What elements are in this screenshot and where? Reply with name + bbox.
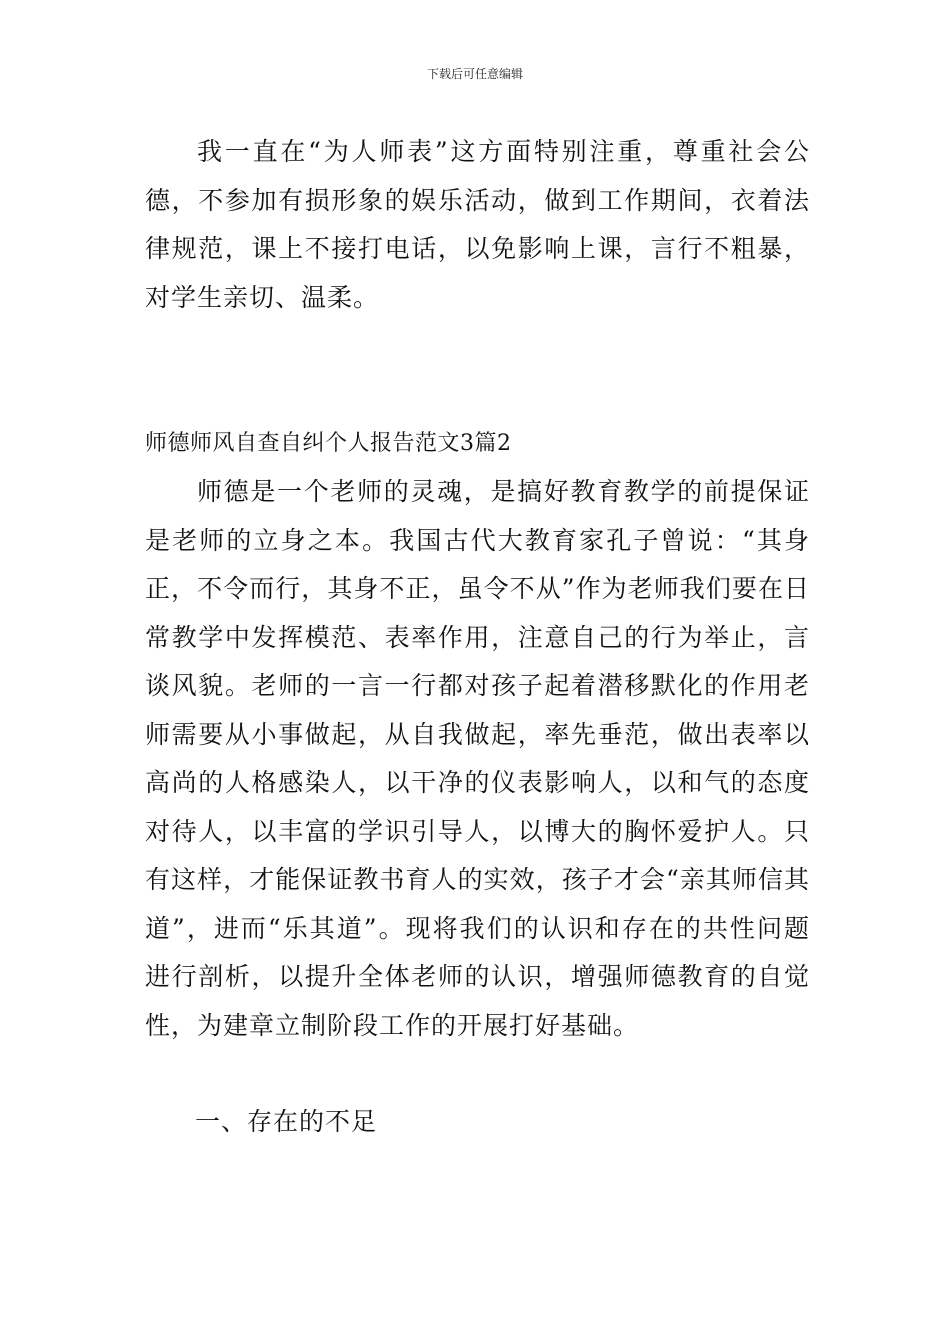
document-body [145, 128, 810, 1146]
paragraph-2: 师德是一个老师的灵魂，是搞好教育教学的前提保证是老师的立身之本。我国古代大教育家孔子曾说：“其身正，不令而行，其身不正，虽令不从”作为老师我们要在日常教学中发挥模范、表率作用，注意自己的行为举止，言谈风貌。老师的一言一行都对孩子起着潜移默化的作用老师需要从小事做起，从自我做起，率先垂范，做出表率以高尚的人格感染人，以干净的仪表影响人，以和气的态度对待人，以丰富的学识引导人，以博大的胸怀爱护人。只有这样，才能保证教书育人的实效，孩子才会“亲其师信其道”，进而“乐其道”。现将我们的认识和存在的共性问题进行剖析，以提升全体老师的认识，增强师德教育的自觉性，为建章立制阶段工作的开展打好基础。 [145, 477, 810, 1040]
page-header-note: 下载后可任意编辑 [426, 67, 523, 81]
section-title: 师德师风自查自纠个人报告范文3篇2 [145, 431, 512, 456]
paragraph-spacer [145, 1050, 810, 1098]
paragraph-spacer [145, 322, 810, 420]
subheading-shortcomings: 一、存在的不足 [195, 1107, 378, 1136]
paragraph-1: 我一直在“为人师表”这方面特别注重，尊重社会公德，不参加有损形象的娱乐活动，做到工作期间，衣着法律规范，课上不接打电话，以免影响上课，言行不粗暴，对学生亲切、温柔。 [145, 137, 810, 312]
